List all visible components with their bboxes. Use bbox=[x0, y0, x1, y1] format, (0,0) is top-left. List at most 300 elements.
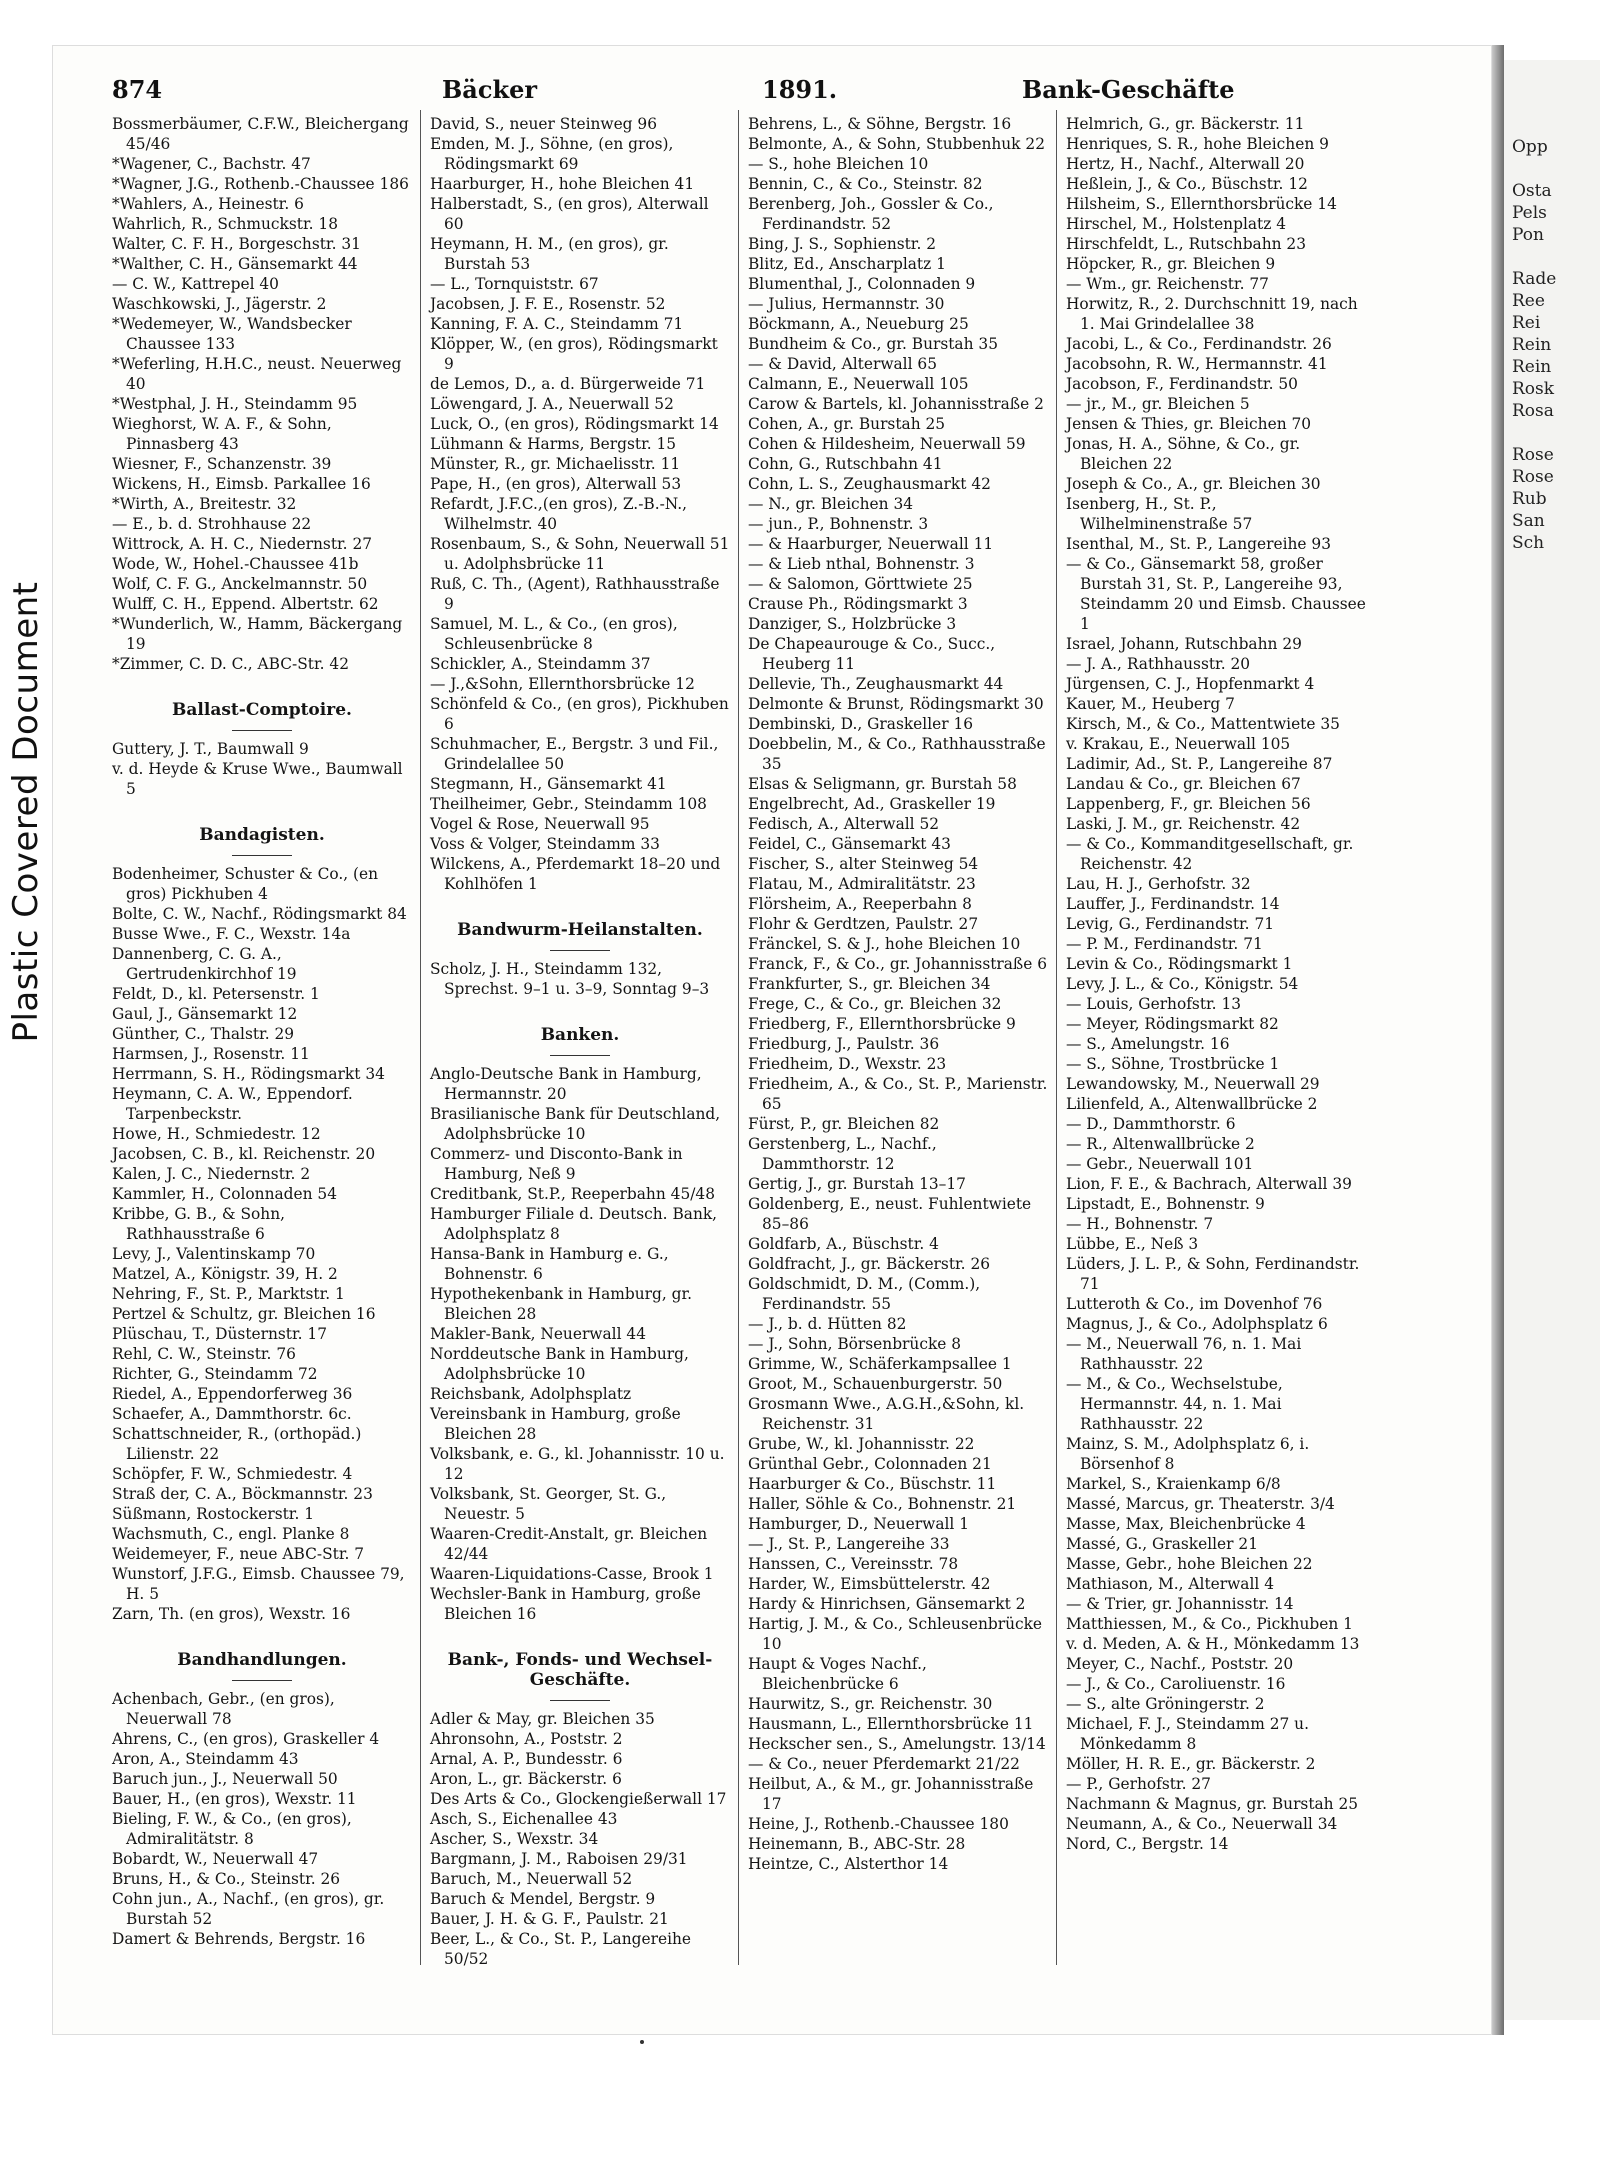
directory-entry: — & Co., Gänsemarkt 58, großer Burstah 31, St. P., Langereihe 93, Steindamm 20 und Eimsb. Chaussee 1 bbox=[1066, 555, 1366, 633]
directory-column-2 bbox=[430, 114, 730, 1968]
directory-entry: Behrens, L., & Söhne, Bergstr. 16 bbox=[748, 115, 1012, 133]
directory-entry: Vereinsbank in Hamburg, große Bleichen 28 bbox=[430, 1405, 681, 1443]
directory-entry: Jacobsen, J. F. E., Rosenstr. 52 bbox=[430, 295, 666, 313]
directory-entry: Ahronsohn, A., Poststr. 2 bbox=[430, 1730, 623, 1748]
directory-entry: Frege, C., & Co., gr. Bleichen 32 bbox=[748, 995, 1002, 1013]
directory-entry: Aron, A., Steindamm 43 bbox=[112, 1750, 299, 1768]
directory-entry: — P., Gerhofstr. 27 bbox=[1066, 1775, 1211, 1793]
directory-entry: Grosmann Wwe., A.G.H.,&Sohn, kl. Reichenstr. 31 bbox=[748, 1395, 1025, 1433]
directory-entry: Stegmann, H., Gänsemarkt 41 bbox=[430, 775, 667, 793]
directory-entry: Löwengard, J. A., Neuerwall 52 bbox=[430, 395, 674, 413]
directory-entry: *Wunderlich, W., Hamm, Bäckergang 19 bbox=[112, 615, 403, 653]
directory-entry: — D., Dammthorstr. 6 bbox=[1066, 1115, 1236, 1133]
directory-entry: Heinemann, B., ABC-Str. 28 bbox=[748, 1835, 966, 1853]
directory-entry: Haurwitz, S., gr. Reichenstr. 30 bbox=[748, 1695, 993, 1713]
directory-entry: — Louis, Gerhofstr. 13 bbox=[1066, 995, 1242, 1013]
directory-entry: Engelbrecht, Ad., Graskeller 19 bbox=[748, 795, 996, 813]
directory-entry: Joseph & Co., A., gr. Bleichen 30 bbox=[1066, 475, 1321, 493]
directory-entry: de Lemos, D., a. d. Bürgerweide 71 bbox=[430, 375, 706, 393]
directory-entry: Masse, Max, Bleichenbrücke 4 bbox=[1066, 1515, 1306, 1533]
directory-entry: Bolte, C. W., Nachf., Rödingsmarkt 84 bbox=[112, 905, 407, 923]
directory-entry: Goldfarb, A., Büschstr. 4 bbox=[748, 1235, 939, 1253]
directory-entry: Schattschneider, R., (orthopäd.) Lilienstr. 22 bbox=[112, 1425, 362, 1463]
directory-entry: Elsas & Seligmann, gr. Burstah 58 bbox=[748, 775, 1017, 793]
page-edge bbox=[1492, 45, 1504, 2035]
directory-entry: — & Haarburger, Neuerwall 11 bbox=[748, 535, 994, 553]
directory-entry: Delmonte & Brunst, Rödingsmarkt 30 bbox=[748, 695, 1044, 713]
directory-entry: Hanssen, C., Vereinsstr. 78 bbox=[748, 1555, 959, 1573]
directory-entry: Baruch jun., J., Neuerwall 50 bbox=[112, 1770, 338, 1788]
directory-entry: Harder, W., Eimsbüttelerstr. 42 bbox=[748, 1575, 991, 1593]
directory-entry: Norddeutsche Bank in Hamburg, Adolphsbrücke 10 bbox=[430, 1345, 689, 1383]
directory-entry: *Westphal, J. H., Steindamm 95 bbox=[112, 395, 358, 413]
section-heading: Bank-, Fonds- und Wechsel-Geschäfte. bbox=[430, 1650, 730, 1701]
directory-entry: Levin & Co., Rödingsmarkt 1 bbox=[1066, 955, 1293, 973]
directory-entry: Aron, L., gr. Bäckerstr. 6 bbox=[430, 1770, 622, 1788]
directory-entry: Grünthal Gebr., Colonnaden 21 bbox=[748, 1455, 992, 1473]
directory-entry: Grube, W., kl. Johannisstr. 22 bbox=[748, 1435, 975, 1453]
directory-entry: Massé, Marcus, gr. Theaterstr. 3/4 bbox=[1066, 1495, 1335, 1513]
directory-entry: Busse Wwe., F. C., Wexstr. 14a bbox=[112, 925, 351, 943]
directory-entry: Dannenberg, C. G. A., Gertrudenkirchhof 19 bbox=[112, 945, 297, 983]
directory-entry: Hirschel, M., Holstenplatz 4 bbox=[1066, 215, 1287, 233]
directory-entry: Jacobsohn, R. W., Hermannstr. 41 bbox=[1066, 355, 1328, 373]
directory-entry: Wunstorf, J.F.G., Eimsb. Chaussee 79, H. 5 bbox=[112, 1565, 405, 1603]
directory-entry: — & Trier, gr. Johannisstr. 14 bbox=[1066, 1595, 1294, 1613]
directory-entry: Massé, G., Graskeller 21 bbox=[1066, 1535, 1258, 1553]
directory-entry: Höpcker, R., gr. Bleichen 9 bbox=[1066, 255, 1276, 273]
directory-entry: Herrmann, S. H., Rödingsmarkt 34 bbox=[112, 1065, 385, 1083]
directory-entry: v. d. Meden, A. & H., Mönkedamm 13 bbox=[1066, 1635, 1360, 1653]
directory-entry: Nehring, F., St. P., Marktstr. 1 bbox=[112, 1285, 345, 1303]
directory-entry: Lion, F. E., & Bachrach, Alterwall 39 bbox=[1066, 1175, 1352, 1193]
section-heading: Bandhandlungen. bbox=[112, 1650, 412, 1681]
directory-entry: Feidel, C., Gänsemarkt 43 bbox=[748, 835, 951, 853]
directory-entry: Schuhmacher, E., Bergstr. 3 und Fil., Grindelallee 50 bbox=[430, 735, 719, 773]
directory-entry: Levig, G., Ferdinandstr. 71 bbox=[1066, 915, 1275, 933]
directory-entry: Des Arts & Co., Glockengießerwall 17 bbox=[430, 1790, 727, 1808]
directory-entry: Heymann, C. A. W., Eppendorf. Tarpenbeckstr. bbox=[112, 1085, 353, 1123]
directory-entry: Cohn, G., Rutschbahn 41 bbox=[748, 455, 943, 473]
directory-entry: — Gebr., Neuerwall 101 bbox=[1066, 1155, 1254, 1173]
section-heading: Banken. bbox=[430, 1025, 730, 1056]
directory-entry: Bennin, C., & Co., Steinstr. 82 bbox=[748, 175, 983, 193]
directory-entry: Blitz, Ed., Anscharplatz 1 bbox=[748, 255, 946, 273]
directory-entry: Süßmann, Rostockerstr. 1 bbox=[112, 1505, 315, 1523]
directory-entry: Halberstadt, S., (en gros), Alterwall 60 bbox=[430, 195, 709, 233]
directory-entry: David, S., neuer Steinweg 96 bbox=[430, 115, 658, 133]
directory-entry: Crause Ph., Rödingsmarkt 3 bbox=[748, 595, 968, 613]
directory-entry: Adler & May, gr. Bleichen 35 bbox=[430, 1710, 655, 1728]
directory-entry: Flatau, M., Admiralitätstr. 23 bbox=[748, 875, 976, 893]
directory-entry: *Wahlers, A., Heinestr. 6 bbox=[112, 195, 304, 213]
directory-entry: Heintze, C., Alsterthor 14 bbox=[748, 1855, 949, 1873]
directory-entry: Fränckel, S. & J., hohe Bleichen 10 bbox=[748, 935, 1021, 953]
page-mark bbox=[640, 2040, 644, 2044]
directory-entry: — & David, Alterwall 65 bbox=[748, 355, 938, 373]
directory-entry: Frankfurter, S., gr. Bleichen 34 bbox=[748, 975, 991, 993]
plastic-covered-document-label: Plastic Covered Document bbox=[6, 581, 46, 1043]
directory-entry: Ahrens, C., (en gros), Graskeller 4 bbox=[112, 1730, 380, 1748]
directory-entry: v. d. Heyde & Kruse Wwe., Baumwall 5 bbox=[112, 760, 403, 798]
directory-entry: Baruch, M., Neuerwall 52 bbox=[430, 1870, 633, 1888]
directory-entry: Cohen, A., gr. Burstah 25 bbox=[748, 415, 946, 433]
page-number: 874 bbox=[112, 75, 163, 104]
directory-entry: — jr., M., gr. Bleichen 5 bbox=[1066, 395, 1250, 413]
adjacent-page-text: Opp Osta Pels Pon Rade Ree Rei Rein Rein Rosk Rosa Rose Rose Rub San Sch bbox=[1512, 137, 1557, 553]
section-heading: Ballast-Comptoire. bbox=[112, 700, 412, 731]
directory-entry: Walter, C. F. H., Borgeschstr. 31 bbox=[112, 235, 361, 253]
directory-entry: — S., alte Gröningerstr. 2 bbox=[1066, 1695, 1265, 1713]
directory-entry: Fürst, P., gr. Bleichen 82 bbox=[748, 1115, 940, 1133]
directory-entry: Günther, C., Thalstr. 29 bbox=[112, 1025, 295, 1043]
directory-entry: Wolf, C. F. G., Anckelmannstr. 50 bbox=[112, 575, 368, 593]
directory-entry: — Julius, Hermannstr. 30 bbox=[748, 295, 945, 313]
directory-entry: Kribbe, G. B., & Sohn, Rathhausstraße 6 bbox=[112, 1205, 286, 1243]
directory-entry: Lauffer, J., Ferdinandstr. 14 bbox=[1066, 895, 1280, 913]
directory-entry: Volksbank, e. G., kl. Johannisstr. 10 u. 12 bbox=[430, 1445, 725, 1483]
directory-entry: — & Salomon, Görttwiete 25 bbox=[748, 575, 973, 593]
directory-entry: Heymann, H. M., (en gros), gr. Burstah 53 bbox=[430, 235, 669, 273]
directory-entry: Makler-Bank, Neuerwall 44 bbox=[430, 1325, 646, 1343]
directory-entry: — P. M., Ferdinandstr. 71 bbox=[1066, 935, 1263, 953]
directory-entry: Bauer, J. H. & G. F., Paulstr. 21 bbox=[430, 1910, 669, 1928]
directory-entry: Meyer, C., Nachf., Poststr. 20 bbox=[1066, 1655, 1294, 1673]
directory-entry: Münster, R., gr. Michaelisstr. 11 bbox=[430, 455, 681, 473]
directory-entry: Wode, W., Hohel.-Chaussee 41b bbox=[112, 555, 359, 573]
directory-entry: Riedel, A., Eppendorferweg 36 bbox=[112, 1385, 353, 1403]
directory-entry: Jensen & Thies, gr. Bleichen 70 bbox=[1066, 415, 1312, 433]
directory-entry: Hamburger Filiale d. Deutsch. Bank, Adolphsplatz 8 bbox=[430, 1205, 718, 1243]
column-divider bbox=[738, 110, 739, 1965]
directory-entry: Isenberg, H., St. P., Wilhelminenstraße 57 bbox=[1066, 495, 1253, 533]
directory-entry: Wilckens, A., Pferdemarkt 18–20 und Kohlhöfen 1 bbox=[430, 855, 721, 893]
directory-entry: Ruß, C. Th., (Agent), Rathhausstraße 9 bbox=[430, 575, 720, 613]
directory-entry: — & Co., neuer Pferdemarkt 21/22 bbox=[748, 1755, 1020, 1773]
directory-entry: *Wedemeyer, W., Wandsbecker Chaussee 133 bbox=[112, 315, 352, 353]
directory-entry: Haupt & Voges Nachf., Bleichenbrücke 6 bbox=[748, 1655, 927, 1693]
directory-entry: Bundheim & Co., gr. Burstah 35 bbox=[748, 335, 998, 353]
directory-entry: Cohn jun., A., Nachf., (en gros), gr. Burstah 52 bbox=[112, 1890, 385, 1928]
directory-entry: Baruch & Mendel, Bergstr. 9 bbox=[430, 1890, 656, 1908]
directory-entry: Jacobi, L., & Co., Ferdinandstr. 26 bbox=[1066, 335, 1332, 353]
directory-column-4 bbox=[1066, 114, 1366, 1954]
directory-entry: Heßlein, J., & Co., Büschstr. 12 bbox=[1066, 175, 1308, 193]
directory-entry: — J.,&Sohn, Ellernthorsbrücke 12 bbox=[430, 675, 695, 693]
directory-entry: Michael, F. J., Steindamm 27 u. Mönkedamm 8 bbox=[1066, 1715, 1309, 1753]
directory-entry: Jürgensen, C. J., Hopfenmarkt 4 bbox=[1066, 675, 1315, 693]
directory-entry: Bruns, H., & Co., Steinstr. 26 bbox=[112, 1870, 341, 1888]
directory-entry: Flörsheim, A., Reeperbahn 8 bbox=[748, 895, 972, 913]
directory-entry: Pape, H., (en gros), Alterwall 53 bbox=[430, 475, 682, 493]
directory-entry: Wickens, H., Eimsb. Parkallee 16 bbox=[112, 475, 371, 493]
directory-entry: — J. A., Rathhausstr. 20 bbox=[1066, 655, 1251, 673]
directory-entry: Creditbank, St.P., Reeperbahn 45/48 bbox=[430, 1185, 716, 1203]
directory-entry: Mainz, S. M., Adolphsplatz 6, i. Börsenhof 8 bbox=[1066, 1435, 1310, 1473]
directory-entry: Schöpfer, F. W., Schmiedestr. 4 bbox=[112, 1465, 353, 1483]
directory-entry: — N., gr. Bleichen 34 bbox=[748, 495, 914, 513]
directory-entry: Wieghorst, W. A. F., & Sohn, Pinnasberg 43 bbox=[112, 415, 332, 453]
directory-entry: Dembinski, D., Graskeller 16 bbox=[748, 715, 974, 733]
directory-entry: Mathiason, M., Alterwall 4 bbox=[1066, 1575, 1274, 1593]
directory-entry: Anglo-Deutsche Bank in Hamburg, Hermannstr. 20 bbox=[430, 1065, 702, 1103]
directory-entry: Ascher, S., Wexstr. 34 bbox=[430, 1830, 599, 1848]
directory-entry: Bargmann, J. M., Raboisen 29/31 bbox=[430, 1850, 688, 1868]
section-rule bbox=[550, 1055, 610, 1056]
directory-entry: Vogel & Rose, Neuerwall 95 bbox=[430, 815, 650, 833]
directory-entry: Doebbelin, M., & Co., Rathhausstraße 35 bbox=[748, 735, 1046, 773]
directory-entry: Bing, J. S., Sophienstr. 2 bbox=[748, 235, 937, 253]
directory-entry: Henriques, S. R., hohe Bleichen 9 bbox=[1066, 135, 1329, 153]
directory-entry: Isenthal, M., St. P., Langereihe 93 bbox=[1066, 535, 1331, 553]
directory-entry: *Wagener, C., Bachstr. 47 bbox=[112, 155, 311, 173]
directory-entry: Helmrich, G., gr. Bäckerstr. 11 bbox=[1066, 115, 1305, 133]
directory-entry: Levy, J., Valentinskamp 70 bbox=[112, 1245, 316, 1263]
directory-entry: Belmonte, A., & Sohn, Stubbenhuk 22 bbox=[748, 135, 1045, 153]
directory-entry: Gerstenberg, L., Nachf., Dammthorstr. 12 bbox=[748, 1135, 937, 1173]
directory-entry: Kammler, H., Colonnaden 54 bbox=[112, 1185, 338, 1203]
header-left-title: Bäcker bbox=[442, 75, 537, 104]
directory-entry: Laski, J. M., gr. Reichenstr. 42 bbox=[1066, 815, 1301, 833]
directory-entry: — J., St. P., Langereihe 33 bbox=[748, 1535, 950, 1553]
header-year: 1891. bbox=[762, 75, 838, 104]
directory-entry: Goldenberg, E., neust. Fuhlentwiete 85–86 bbox=[748, 1195, 1032, 1233]
directory-entry: Feldt, D., kl. Petersenstr. 1 bbox=[112, 985, 320, 1003]
directory-entry: Lipstadt, E., Bohnenstr. 9 bbox=[1066, 1195, 1265, 1213]
directory-entry: Hausmann, L., Ellernthorsbrücke 11 bbox=[748, 1715, 1034, 1733]
directory-entry: Lau, H. J., Gerhofstr. 32 bbox=[1066, 875, 1251, 893]
directory-entry: Lübbe, E., Neß 3 bbox=[1066, 1235, 1199, 1253]
directory-column-1 bbox=[112, 114, 412, 1954]
directory-entry: — M., Neuerwall 76, n. 1. Mai Rathhausstr. 22 bbox=[1066, 1335, 1302, 1373]
directory-entry: Waschkowski, J., Jägerstr. 2 bbox=[112, 295, 327, 313]
directory-entry: Goldschmidt, D. M., (Comm.), Ferdinandstr. 55 bbox=[748, 1275, 981, 1313]
directory-entry: *Wagner, J.G., Rothenb.-Chaussee 186 bbox=[112, 175, 409, 193]
directory-entry: Samuel, M. L., & Co., (en gros), Schleusenbrücke 8 bbox=[430, 615, 678, 653]
directory-entry: Grimme, W., Schäferkampsallee 1 bbox=[748, 1355, 1012, 1373]
directory-entry: Straß der, C. A., Böckmannstr. 23 bbox=[112, 1485, 373, 1503]
section-rule bbox=[550, 950, 610, 951]
directory-entry: Bieling, F. W., & Co., (en gros), Admiralitätstr. 8 bbox=[112, 1810, 352, 1848]
directory-entry: Hertz, H., Nachf., Alterwall 20 bbox=[1066, 155, 1305, 173]
directory-entry: Brasilianische Bank für Deutschland, Adolphsbrücke 10 bbox=[430, 1105, 721, 1143]
section-heading: Bandwurm-Heilanstalten. bbox=[430, 920, 730, 951]
directory-entry: Calmann, E., Neuerwall 105 bbox=[748, 375, 969, 393]
directory-entry: Berenberg, Joh., Gossler & Co., Ferdinandstr. 52 bbox=[748, 195, 994, 233]
directory-entry: Wiesner, F., Schanzenstr. 39 bbox=[112, 455, 332, 473]
directory-entry: *Walther, C. H., Gänsemarkt 44 bbox=[112, 255, 358, 273]
directory-entry: Cohn, L. S., Zeughausmarkt 42 bbox=[748, 475, 991, 493]
directory-entry: — R., Altenwallbrücke 2 bbox=[1066, 1135, 1255, 1153]
directory-entry: — C. W., Kattrepel 40 bbox=[112, 275, 279, 293]
directory-entry: Masse, Gebr., hohe Bleichen 22 bbox=[1066, 1555, 1313, 1573]
directory-entry: Lutteroth & Co., im Dovenhof 76 bbox=[1066, 1295, 1323, 1313]
directory-entry: Heckscher sen., S., Amelungstr. 13/14 bbox=[748, 1735, 1046, 1753]
directory-entry: Fedisch, A., Alterwall 52 bbox=[748, 815, 940, 833]
directory-entry: Guttery, J. T., Baumwall 9 bbox=[112, 740, 309, 758]
directory-entry: Jacobsen, C. B., kl. Reichenstr. 20 bbox=[112, 1145, 376, 1163]
directory-entry: Achenbach, Gebr., (en gros), Neuerwall 78 bbox=[112, 1690, 335, 1728]
directory-entry: — S., hohe Bleichen 10 bbox=[748, 155, 929, 173]
directory-entry: Howe, H., Schmiedestr. 12 bbox=[112, 1125, 321, 1143]
directory-entry: — & Lieb nthal, Bohnenstr. 3 bbox=[748, 555, 975, 573]
directory-entry: Kalen, J. C., Niedernstr. 2 bbox=[112, 1165, 311, 1183]
directory-entry: Haarburger & Co., Büschstr. 11 bbox=[748, 1475, 997, 1493]
directory-entry: Reichsbank, Adolphsplatz bbox=[430, 1385, 632, 1403]
directory-entry: Weidemeyer, F., neue ABC-Str. 7 bbox=[112, 1545, 365, 1563]
directory-entry: Lewandowsky, M., Neuerwall 29 bbox=[1066, 1075, 1320, 1093]
page-header bbox=[112, 75, 1482, 115]
section-heading: Bandagisten. bbox=[112, 825, 412, 856]
directory-entry: Arnal, A. P., Bundesstr. 6 bbox=[430, 1750, 623, 1768]
directory-entry: Rehl, C. W., Steinstr. 76 bbox=[112, 1345, 296, 1363]
directory-entry: Hartig, J. M., & Co., Schleusenbrücke 10 bbox=[748, 1615, 1043, 1653]
directory-entry: — L., Tornquiststr. 67 bbox=[430, 275, 599, 293]
directory-entry: — J., Sohn, Börsenbrücke 8 bbox=[748, 1335, 962, 1353]
directory-entry: Matthiessen, M., & Co., Pickhuben 1 bbox=[1066, 1615, 1353, 1633]
directory-entry: Magnus, J., & Co., Adolphsplatz 6 bbox=[1066, 1315, 1328, 1333]
directory-entry: — & Co., Kommanditgesellschaft, gr. Reichenstr. 42 bbox=[1066, 835, 1354, 873]
directory-entry: Lühmann & Harms, Bergstr. 15 bbox=[430, 435, 677, 453]
directory-entry: Markel, S., Kraienkamp 6/8 bbox=[1066, 1475, 1281, 1493]
directory-entry: Damert & Behrends, Bergstr. 16 bbox=[112, 1930, 366, 1948]
directory-entry: Horwitz, R., 2. Durchschnitt 19, nach 1. Mai Grindelallee 38 bbox=[1066, 295, 1358, 333]
directory-entry: Schickler, A., Steindamm 37 bbox=[430, 655, 651, 673]
directory-entry: — Meyer, Rödingsmarkt 82 bbox=[1066, 1015, 1279, 1033]
directory-entry: Kirsch, M., & Co., Mattentwiete 35 bbox=[1066, 715, 1340, 733]
column-divider bbox=[1056, 110, 1057, 1965]
directory-entry: Nord, C., Bergstr. 14 bbox=[1066, 1835, 1229, 1853]
adjacent-page bbox=[1504, 60, 1600, 2020]
directory-entry: Friedburg, J., Paulstr. 36 bbox=[748, 1035, 940, 1053]
directory-entry: — E., b. d. Strohhause 22 bbox=[112, 515, 312, 533]
directory-entry: Ladimir, Ad., St. P., Langereihe 87 bbox=[1066, 755, 1333, 773]
directory-entry: Lappenberg, F., gr. Bleichen 56 bbox=[1066, 795, 1311, 813]
directory-entry: Hansa-Bank in Hamburg e. G., Bohnenstr. 6 bbox=[430, 1245, 669, 1283]
directory-entry: Matzel, A., Königstr. 39, H. 2 bbox=[112, 1265, 338, 1283]
directory-entry: Schönfeld & Co., (en gros), Pickhuben 6 bbox=[430, 695, 729, 733]
directory-entry: Kanning, F. A. C., Steindamm 71 bbox=[430, 315, 684, 333]
directory-entry: Gaul, J., Gänsemarkt 12 bbox=[112, 1005, 298, 1023]
directory-entry: Wechsler-Bank in Hamburg, große Bleichen 16 bbox=[430, 1585, 701, 1623]
directory-entry: Nachmann & Magnus, gr. Burstah 25 bbox=[1066, 1795, 1359, 1813]
section-rule bbox=[550, 1700, 610, 1701]
directory-entry: Cohen & Hildesheim, Neuerwall 59 bbox=[748, 435, 1026, 453]
directory-entry: Levy, J. L., & Co., Königstr. 54 bbox=[1066, 975, 1299, 993]
directory-entry: *Zimmer, C. D. C., ABC-Str. 42 bbox=[112, 655, 349, 673]
directory-entry: Carow & Bartels, kl. Johannisstraße 2 bbox=[748, 395, 1044, 413]
directory-entry: Voss & Volger, Steindamm 33 bbox=[430, 835, 660, 853]
directory-entry: Bodenheimer, Schuster & Co., (en gros) Pickhuben 4 bbox=[112, 865, 379, 903]
directory-entry: Lüders, J. L. P., & Sohn, Ferdinandstr. 71 bbox=[1066, 1255, 1360, 1293]
directory-entry: Landau & Co., gr. Bleichen 67 bbox=[1066, 775, 1301, 793]
directory-entry: De Chapeaurouge & Co., Succ., Heuberg 11 bbox=[748, 635, 996, 673]
directory-entry: Beer, L., & Co., St. P., Langereihe 50/52 bbox=[430, 1930, 692, 1968]
directory-entry: Luck, O., (en gros), Rödingsmarkt 14 bbox=[430, 415, 719, 433]
directory-entry: Hirschfeldt, L., Rutschbahn 23 bbox=[1066, 235, 1307, 253]
directory-entry: — H., Bohnenstr. 7 bbox=[1066, 1215, 1214, 1233]
directory-entry: Goldfracht, J., gr. Bäckerstr. 26 bbox=[748, 1255, 991, 1273]
directory-entry: Danziger, S., Holzbrücke 3 bbox=[748, 615, 957, 633]
directory-entry: Israel, Johann, Rutschbahn 29 bbox=[1066, 635, 1302, 653]
directory-entry: Pertzel & Schultz, gr. Bleichen 16 bbox=[112, 1305, 376, 1323]
directory-entry: Haller, Söhle & Co., Bohnenstr. 21 bbox=[748, 1495, 1017, 1513]
directory-entry: Richter, G., Steindamm 72 bbox=[112, 1365, 318, 1383]
directory-entry: Friedberg, F., Ellernthorsbrücke 9 bbox=[748, 1015, 1016, 1033]
directory-entry: Flohr & Gerdtzen, Paulstr. 27 bbox=[748, 915, 979, 933]
directory-entry: Böckmann, A., Neueburg 25 bbox=[748, 315, 969, 333]
directory-column-3 bbox=[748, 114, 1048, 1954]
directory-entry: Heine, J., Rothenb.-Chaussee 180 bbox=[748, 1815, 1009, 1833]
directory-entry: Waaren-Credit-Anstalt, gr. Bleichen 42/44 bbox=[430, 1525, 708, 1563]
directory-entry: Jacobson, F., Ferdinandstr. 50 bbox=[1066, 375, 1298, 393]
directory-entry: Haarburger, H., hohe Bleichen 41 bbox=[430, 175, 695, 193]
directory-entry: Plüschau, T., Düsternstr. 17 bbox=[112, 1325, 328, 1343]
directory-entry: — S., Söhne, Trostbrücke 1 bbox=[1066, 1055, 1280, 1073]
directory-entry: Neumann, A., & Co., Neuerwall 34 bbox=[1066, 1815, 1338, 1833]
directory-entry: Jonas, H. A., Söhne, & Co., gr. Bleichen 22 bbox=[1066, 435, 1301, 473]
directory-entry: Asch, S., Eichenallee 43 bbox=[430, 1810, 618, 1828]
directory-entry: Volksbank, St. Georger, St. G., Neuestr. 5 bbox=[430, 1485, 667, 1523]
directory-entry: Scholz, J. H., Steindamm 132, Sprechst. 9–1 u. 3–9, Sonntag 9–3 bbox=[430, 960, 710, 998]
directory-entry: — J., b. d. Hütten 82 bbox=[748, 1315, 907, 1333]
directory-entry: Zarn, Th. (en gros), Wexstr. 16 bbox=[112, 1605, 351, 1623]
directory-entry: Friedheim, A., & Co., St. P., Marienstr. 65 bbox=[748, 1075, 1048, 1113]
directory-entry: Friedheim, D., Wexstr. 23 bbox=[748, 1055, 947, 1073]
directory-entry: Wachsmuth, C., engl. Planke 8 bbox=[112, 1525, 350, 1543]
directory-entry: — jun., P., Bohnenstr. 3 bbox=[748, 515, 929, 533]
directory-entry: Theilheimer, Gebr., Steindamm 108 bbox=[430, 795, 707, 813]
directory-entry: Waaren-Liquidations-Casse, Brook 1 bbox=[430, 1565, 714, 1583]
directory-entry: Dellevie, Th., Zeughausmarkt 44 bbox=[748, 675, 1004, 693]
directory-entry: Schaefer, A., Dammthorstr. 6c. bbox=[112, 1405, 352, 1423]
header-right-title: Bank-Geschäfte bbox=[1022, 75, 1235, 104]
column-divider bbox=[420, 110, 421, 1965]
directory-entry: *Weferling, H.H.C., neust. Neuerweg 40 bbox=[112, 355, 402, 393]
directory-entry: v. Krakau, E., Neuerwall 105 bbox=[1066, 735, 1291, 753]
directory-entry: Franck, F., & Co., gr. Johannisstraße 6 bbox=[748, 955, 1048, 973]
directory-entry: Blumenthal, J., Colonnaden 9 bbox=[748, 275, 976, 293]
directory-entry: Commerz- und Disconto-Bank in Hamburg, Neß 9 bbox=[430, 1145, 683, 1183]
directory-entry: Fischer, S., alter Steinweg 54 bbox=[748, 855, 979, 873]
directory-entry: Heilbut, A., & M., gr. Johannisstraße 17 bbox=[748, 1775, 1034, 1813]
directory-entry: Bobardt, W., Neuerwall 47 bbox=[112, 1850, 319, 1868]
directory-entry: Rosenbaum, S., & Sohn, Neuerwall 51 u. Adolphsbrücke 11 bbox=[430, 535, 730, 573]
directory-entry: — Wm., gr. Reichenstr. 77 bbox=[1066, 275, 1269, 293]
directory-entry: Bauer, H., (en gros), Wexstr. 11 bbox=[112, 1790, 357, 1808]
directory-entry: Möller, H. R. E., gr. Bäckerstr. 2 bbox=[1066, 1755, 1316, 1773]
directory-entry: Klöpper, W., (en gros), Rödingsmarkt 9 bbox=[430, 335, 718, 373]
directory-entry: Gertig, J., gr. Burstah 13–17 bbox=[748, 1175, 966, 1193]
directory-entry: — J., & Co., Caroliuenstr. 16 bbox=[1066, 1675, 1286, 1693]
directory-entry: Groot, M., Schauenburgerstr. 50 bbox=[748, 1375, 1003, 1393]
section-rule bbox=[232, 1680, 292, 1681]
directory-entry: Hamburger, D., Neuerwall 1 bbox=[748, 1515, 970, 1533]
section-rule bbox=[232, 855, 292, 856]
directory-entry: Hypothekenbank in Hamburg, gr. Bleichen 28 bbox=[430, 1285, 693, 1323]
section-rule bbox=[232, 730, 292, 731]
directory-entry: *Wirth, A., Breitestr. 32 bbox=[112, 495, 297, 513]
directory-entry: Harmsen, J., Rosenstr. 11 bbox=[112, 1045, 310, 1063]
directory-entry: — M., & Co., Wechselstube, Hermannstr. 44, n. 1. Mai Rathhausstr. 22 bbox=[1066, 1375, 1283, 1433]
directory-entry: — S., Amelungstr. 16 bbox=[1066, 1035, 1230, 1053]
directory-entry: Hilsheim, S., Ellernthorsbrücke 14 bbox=[1066, 195, 1337, 213]
directory-entry: Wittrock, A. H. C., Niedernstr. 27 bbox=[112, 535, 373, 553]
directory-entry: Refardt, J.F.C.,(en gros), Z.-B.-N., Wilhelmstr. 40 bbox=[430, 495, 688, 533]
directory-entry: Kauer, M., Heuberg 7 bbox=[1066, 695, 1235, 713]
directory-entry: Lilienfeld, A., Altenwallbrücke 2 bbox=[1066, 1095, 1318, 1113]
directory-entry: Wulff, C. H., Eppend. Albertstr. 62 bbox=[112, 595, 379, 613]
